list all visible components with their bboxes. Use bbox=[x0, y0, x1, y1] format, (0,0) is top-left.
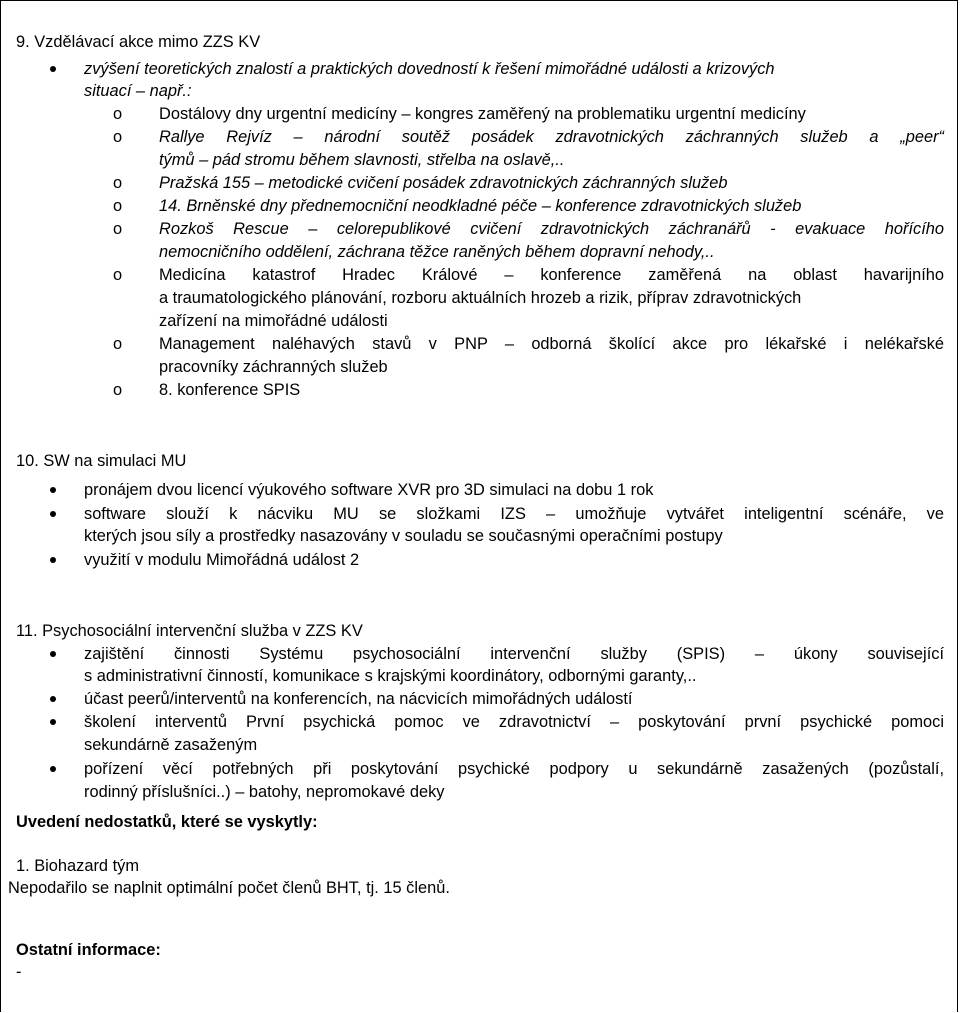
section-9-item-7-line-2: pracovníky záchranných služeb bbox=[159, 358, 388, 376]
bullet-icon bbox=[50, 651, 56, 657]
section-9-item-6-line-1: Medicína katastrof Hradec Králové – konference zaměřená na oblast havarijního bbox=[159, 266, 944, 284]
bullet-icon bbox=[50, 719, 56, 725]
section-11-item-3-line-1: školení interventů První psychická pomoc ve zdravotnictví – poskytování první psychické pomoci bbox=[84, 713, 944, 731]
section-10-item-1: pronájem dvou licencí výukového software XVR pro 3D simulaci na dobu 1 rok bbox=[84, 481, 654, 499]
section-9-item-4: 14. Brněnské dny přednemocniční neodkladné péče – konference zdravotnických služeb bbox=[159, 197, 802, 215]
section-11-title: 11. Psychosociální intervenční služba v ZZS KV bbox=[16, 622, 363, 640]
section-10-item-2-line-1: software slouží k nácviku MU se složkami IZS – umožňuje vytvářet inteligentní scénáře, ve bbox=[84, 505, 944, 523]
deficiency-item-text: Nepodařilo se naplnit optimální počet členů BHT, tj. 15 členů. bbox=[8, 879, 450, 897]
deficiencies-heading: Uvedení nedostatků, které se vyskytly: bbox=[16, 813, 318, 831]
section-9-item-2-line-1: Rallye Rejvíz – národní soutěž posádek zdravotnických záchranných služeb a „peer“ bbox=[159, 128, 944, 146]
other-info-heading: Ostatní informace: bbox=[16, 941, 161, 959]
other-info-text: - bbox=[16, 963, 22, 981]
section-11-item-4-line-1: pořízení věcí potřebných při poskytování psychické podpory u sekundárně zasažených (pozůstalí, bbox=[84, 760, 944, 778]
sub-bullet-marker: o bbox=[113, 197, 123, 215]
bullet-icon bbox=[50, 66, 56, 72]
bullet-icon bbox=[50, 487, 56, 493]
section-10-item-3: využití v modulu Mimořádná událost 2 bbox=[84, 551, 360, 569]
section-9-item-5-line-1: Rozkoš Rescue – celorepublikové cvičení zdravotnických záchranářů - evakuace hořícího bbox=[159, 220, 944, 238]
section-10-item-2-line-2: kterých jsou síly a prostředky nasazovány v souladu se současnými operačními postupy bbox=[84, 527, 723, 545]
section-11-item-2: účast peerů/interventů na konferencích, na nácvicích mimořádných událostí bbox=[84, 690, 633, 708]
bullet-icon bbox=[50, 766, 56, 772]
section-9-item-3: Pražská 155 – metodické cvičení posádek zdravotnických záchranných služeb bbox=[159, 174, 728, 192]
section-9-item-6-line-2: a traumatologického plánování, rozboru aktuálních hrozeb a rizik, příprav zdravotnických bbox=[159, 289, 802, 307]
section-9-item-2-line-2: týmů – pád stromu během slavnosti, střelba na oslavě,.. bbox=[159, 151, 565, 169]
bullet-icon bbox=[50, 696, 56, 702]
section-11-item-3-line-2: sekundárně zasaženým bbox=[84, 736, 258, 754]
sub-bullet-marker: o bbox=[113, 335, 123, 353]
section-9-bullet-line-1: zvýšení teoretických znalostí a praktických dovedností k řešení mimořádné události a krizových bbox=[84, 60, 775, 78]
section-9-item-7-line-1: Management naléhavých stavů v PNP – odborná školící akce pro lékařské i nelékařské bbox=[159, 335, 944, 353]
section-9-title: 9. Vzdělávací akce mimo ZZS KV bbox=[16, 33, 261, 51]
sub-bullet-marker: o bbox=[113, 266, 123, 284]
section-9-item-5-line-2: nemocničního oddělení, záchrana těžce raněných během dopravní nehody,.. bbox=[159, 243, 715, 261]
bullet-icon bbox=[50, 557, 56, 563]
section-9-item-8: 8. konference SPIS bbox=[159, 381, 301, 399]
section-11-item-1-line-1: zajištění činnosti Systému psychosociální intervenční služby (SPIS) – úkony související bbox=[84, 645, 944, 663]
sub-bullet-marker: o bbox=[113, 128, 123, 146]
sub-bullet-marker: o bbox=[113, 105, 123, 123]
sub-bullet-marker: o bbox=[113, 220, 123, 238]
section-9-item-1: Dostálovy dny urgentní medicíny – kongres zaměřený na problematiku urgentní medicíny bbox=[159, 105, 806, 123]
sub-bullet-marker: o bbox=[113, 174, 123, 192]
section-11-item-4-line-2: rodinný příslušníci..) – batohy, nepromokavé deky bbox=[84, 783, 445, 801]
section-11-item-1-line-2: s administrativní činností, komunikace s krajskými koordinátory, odbornými garanty,.. bbox=[84, 667, 697, 685]
section-10-title: 10. SW na simulaci MU bbox=[16, 452, 187, 470]
section-9-item-6-line-3: zařízení na mimořádné události bbox=[159, 312, 388, 330]
deficiency-item-title: 1. Biohazard tým bbox=[16, 857, 139, 875]
sub-bullet-marker: o bbox=[113, 381, 123, 399]
section-9-bullet-line-2: situací – např.: bbox=[84, 82, 192, 100]
bullet-icon bbox=[50, 511, 56, 517]
